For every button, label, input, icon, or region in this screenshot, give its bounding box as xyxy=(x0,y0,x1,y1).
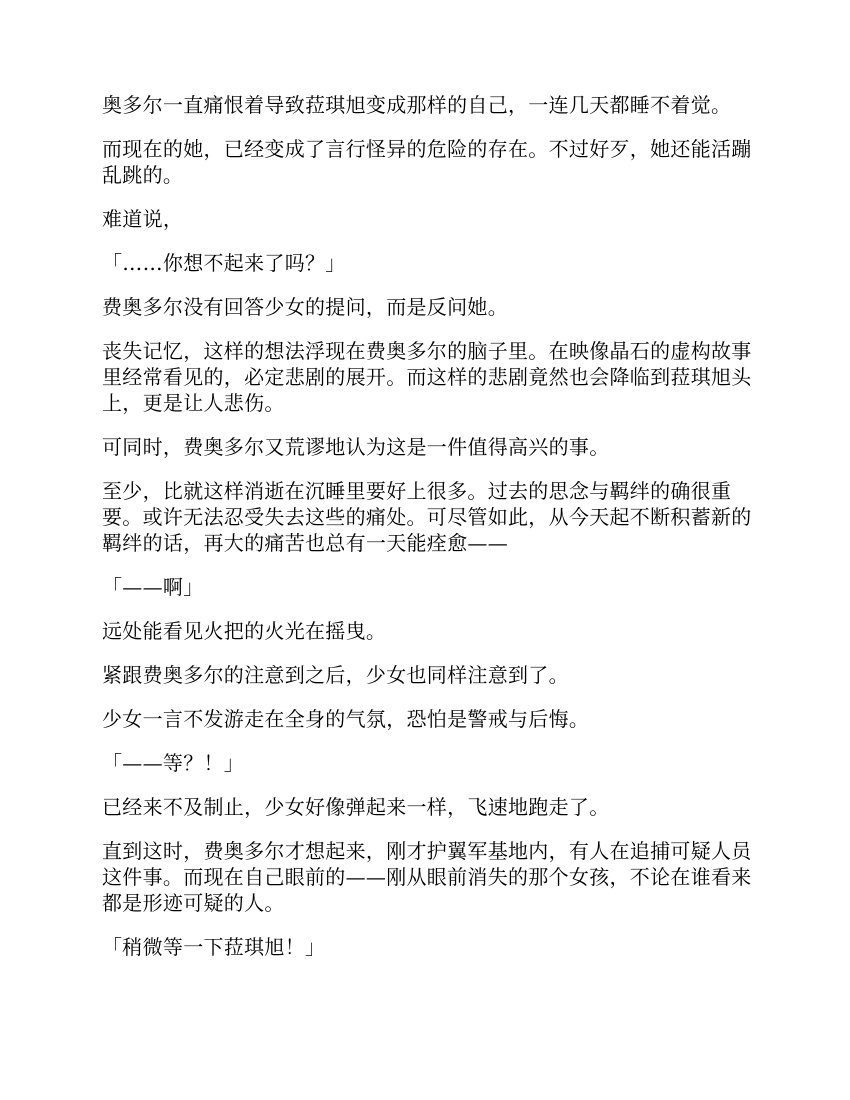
paragraph: 难道说， xyxy=(102,207,184,231)
paragraph: 奥多尔一直痛恨着导致菈琪旭变成那样的自己，一连几天都睡不着觉。 xyxy=(102,93,732,117)
dialogue-line: 「……你想不起来了吗？」 xyxy=(102,251,346,275)
dialogue-line: 「稍微等一下菈琪旭！」 xyxy=(102,935,326,959)
dialogue-line: 「——啊」 xyxy=(102,575,204,599)
paragraph: 至少，比就这样消逝在沉睡里要好上很多。过去的思念与羁绊的确很重要。或许无法忍受失去这些的痛处。可尽管如此，从今天起不断积蓄新的羁绊的话，再大的痛苦也总有一天能痊愈—— xyxy=(102,479,752,555)
document-page xyxy=(102,92,752,978)
paragraph: 而现在的她，已经变成了言行怪异的危险的存在。不过好歹，她还能活蹦乱跳的。 xyxy=(102,137,752,187)
paragraph: 丧失记忆，这样的想法浮现在费奥多尔的脑子里。在映像晶石的虚构故事里经常看见的，必定悲剧的展开。而这样的悲剧竟然也会降临到菈琪旭头上，更是让人悲伤。 xyxy=(102,339,752,415)
paragraph: 少女一言不发游走在全身的气氛，恐怕是警戒与后悔。 xyxy=(102,707,590,731)
paragraph: 远处能看见火把的火光在摇曳。 xyxy=(102,619,387,643)
paragraph: 紧跟费奥多尔的注意到之后，少女也同样注意到了。 xyxy=(102,663,569,687)
paragraph: 直到这时，费奥多尔才想起来，刚才护翼军基地内，有人在追捕可疑人员这件事。而现在自己眼前的——刚从眼前消失的那个女孩，不论在谁看来都是形迹可疑的人。 xyxy=(102,839,752,915)
paragraph: 已经来不及制止，少女好像弹起来一样，飞速地跑走了。 xyxy=(102,795,610,819)
paragraph: 费奥多尔没有回答少女的提问，而是反问她。 xyxy=(102,295,508,319)
paragraph: 可同时，费奥多尔又荒谬地认为这是一件值得高兴的事。 xyxy=(102,435,610,459)
dialogue-line: 「——等？！」 xyxy=(102,751,245,775)
